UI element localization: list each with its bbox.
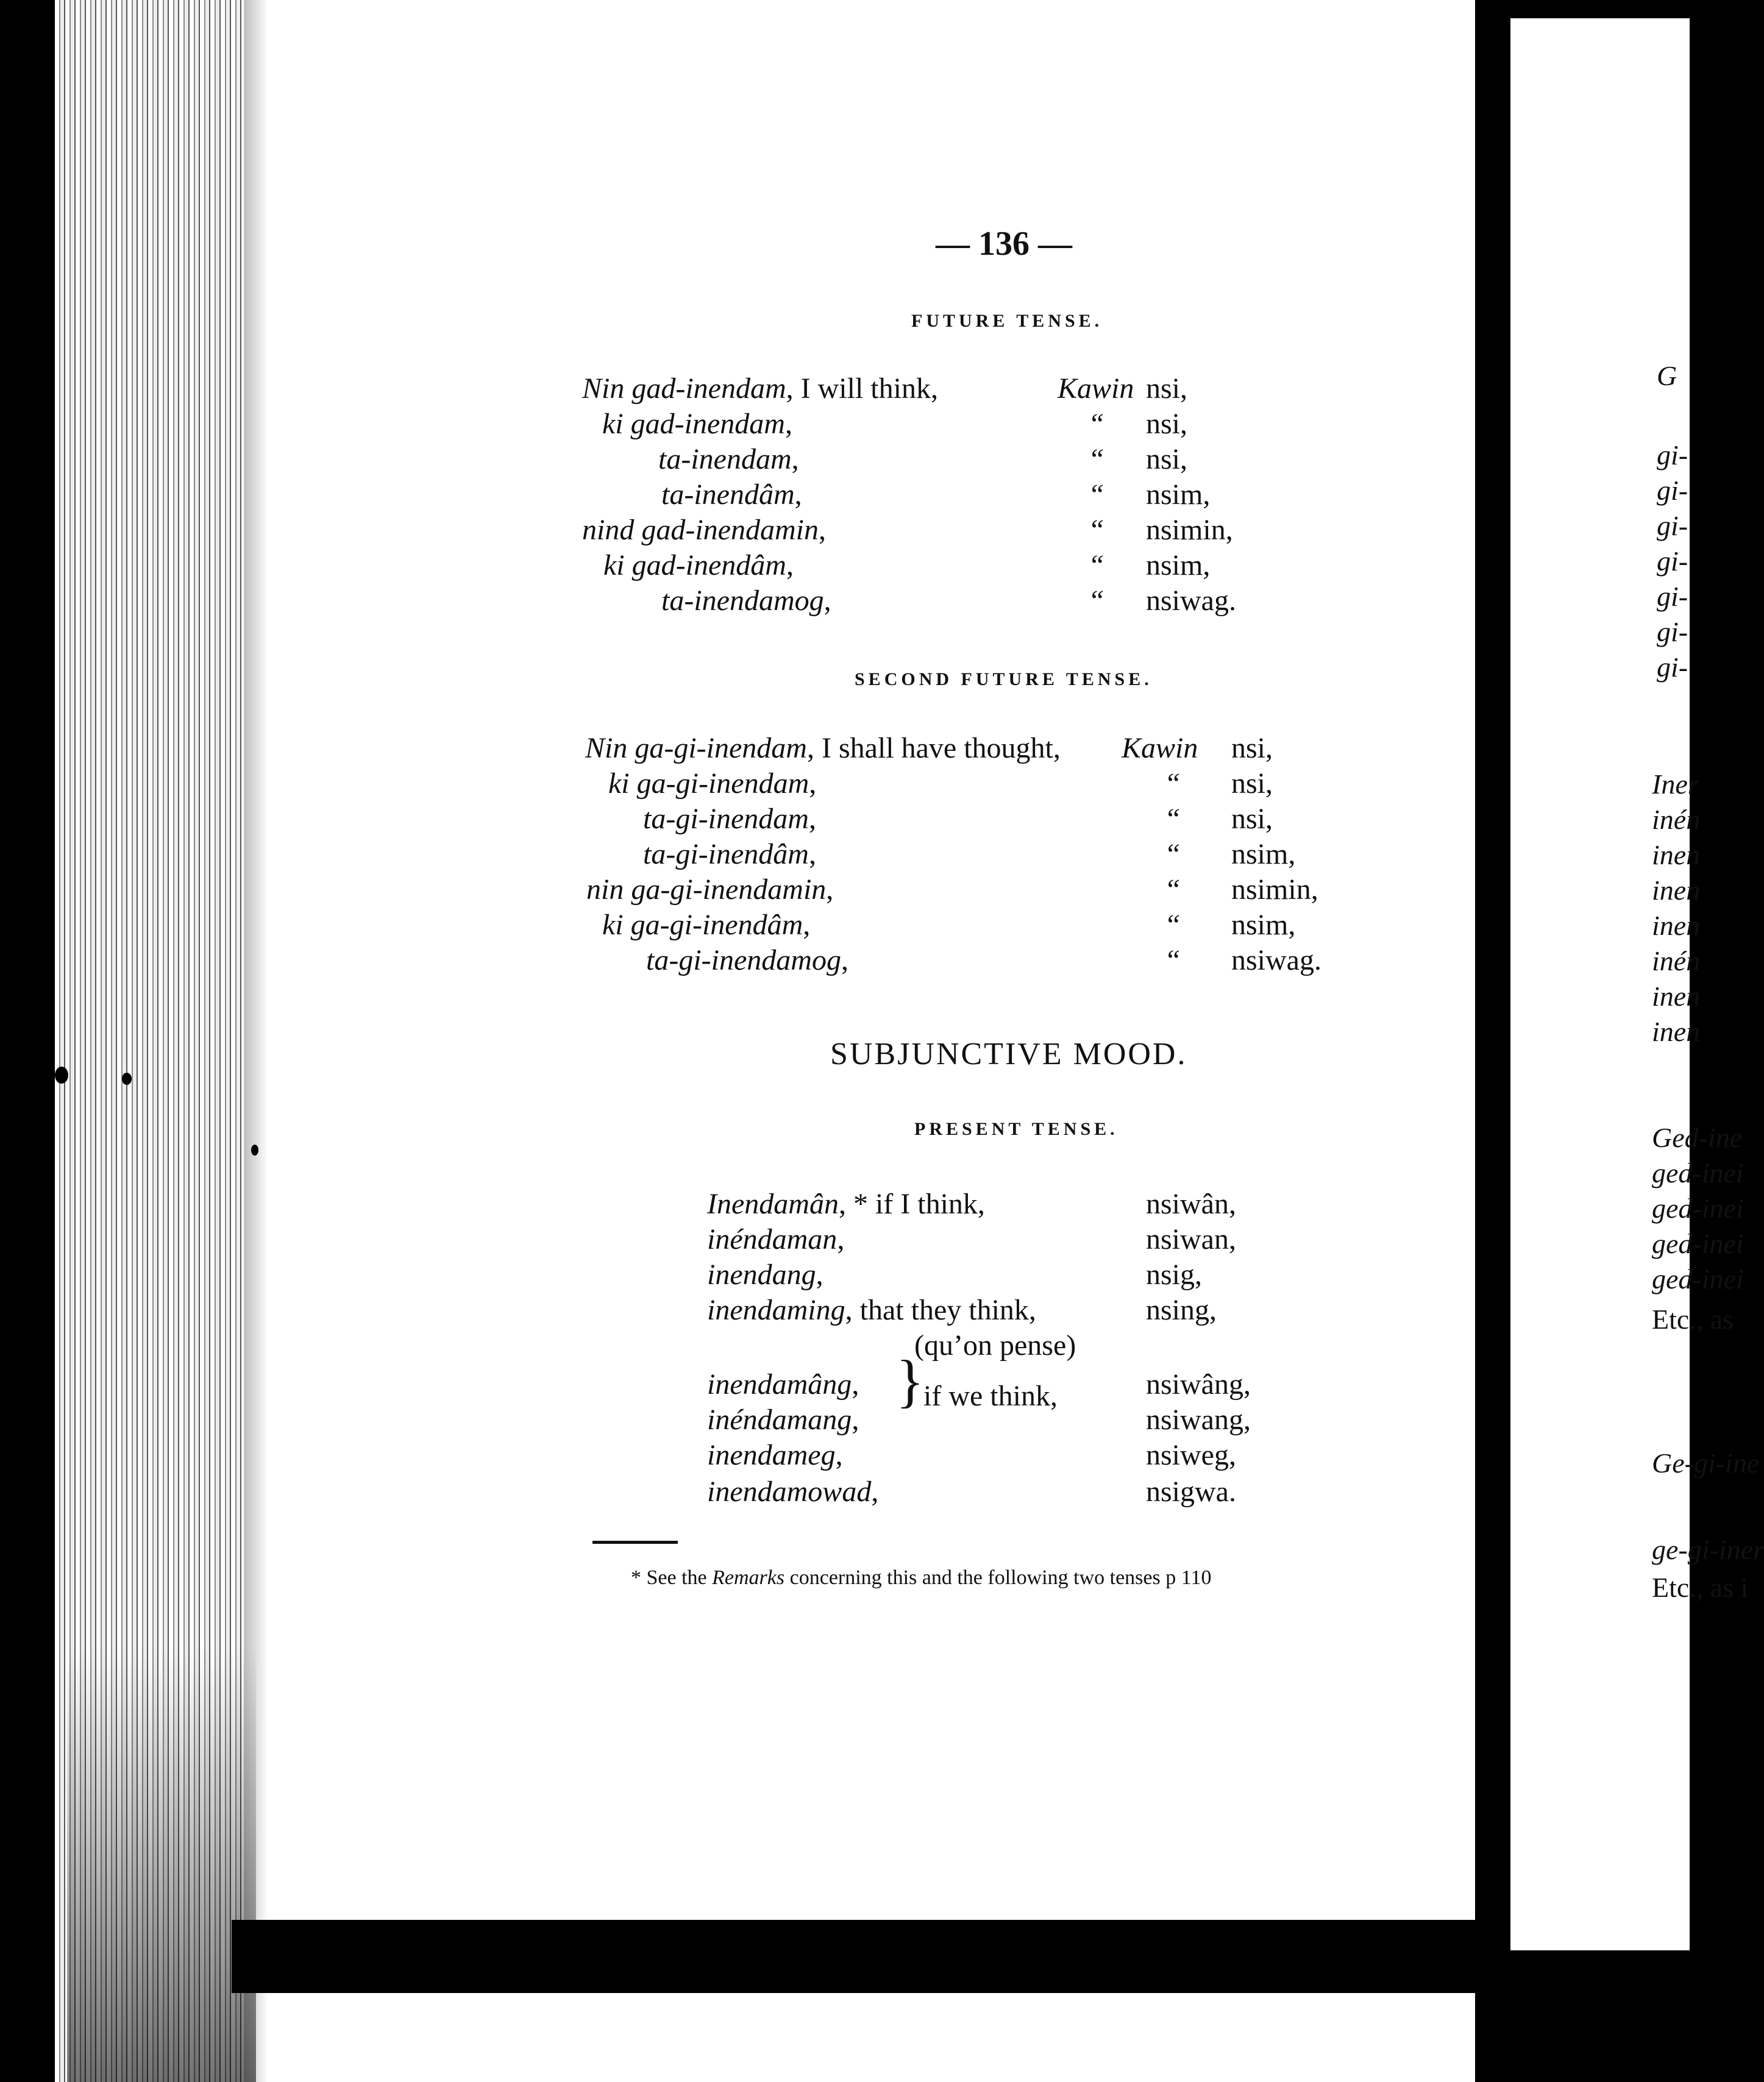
- second-future-row: [585, 731, 1061, 765]
- edge-shadow: [67, 1646, 256, 2082]
- facing-page-text: [1657, 510, 1688, 542]
- facing-page-word: inen: [1652, 875, 1701, 906]
- future-row: [661, 478, 802, 511]
- facing-page-word: Ge-gi-ine: [1652, 1448, 1760, 1479]
- future-gloss: ,: [784, 408, 792, 440]
- facing-page-text: [1652, 1192, 1744, 1224]
- future-negative: [1088, 442, 1104, 476]
- second-future-row: [608, 767, 816, 800]
- facing-page-text: [1652, 1263, 1744, 1295]
- facing-page-word: gi-: [1657, 439, 1688, 471]
- future-kawin: “: [1088, 443, 1104, 475]
- brace-gloss: if we think,: [923, 1380, 1058, 1412]
- second-future-kawin: “: [1164, 873, 1181, 906]
- facing-page-word: Etc., as: [1652, 1304, 1734, 1335]
- future-suffix: nsimin,: [1146, 514, 1233, 546]
- second-future-gloss: ,: [841, 944, 848, 976]
- second-future-negative: [1122, 731, 1198, 765]
- facing-page-text: [1652, 803, 1700, 836]
- facing-page-word: ged-inei: [1652, 1228, 1744, 1259]
- future-suffix: nsi,: [1146, 443, 1188, 475]
- facing-page-word: ged-inei: [1652, 1263, 1744, 1295]
- subjunctive-gloss: ,: [816, 1259, 823, 1291]
- second-future-suffix: nsi,: [1231, 767, 1273, 800]
- future-tense-heading: FUTURE TENSE.: [911, 311, 1103, 331]
- second-future-suffix: nsiwag.: [1231, 944, 1321, 976]
- facing-page-text: [1657, 580, 1688, 613]
- ink-spot: [55, 1067, 68, 1084]
- future-kawin: “: [1088, 584, 1104, 617]
- facing-page-word: inén: [1652, 804, 1701, 835]
- future-suffix: nsi,: [1146, 408, 1188, 440]
- subjunctive-suffix: nsing,: [1146, 1294, 1217, 1326]
- facing-page-text: [1652, 1015, 1700, 1048]
- subjunctive-form: inendamâng: [707, 1368, 852, 1401]
- facing-page-word: gi-: [1657, 545, 1688, 577]
- footnote: [631, 1566, 1211, 1590]
- page-bottom-edge: [232, 1920, 1475, 1993]
- facing-page-text: [1657, 651, 1688, 683]
- future-negative: [1088, 549, 1104, 582]
- future-suffix: nsiwag.: [1146, 584, 1236, 617]
- future-form: ki gad-inendam: [602, 408, 785, 440]
- future-form: ta-inendam: [658, 443, 792, 475]
- future-gloss: , I will think,: [786, 372, 938, 405]
- facing-page-text: [1652, 980, 1700, 1012]
- second-future-negative: [1164, 837, 1181, 871]
- second-future-kawin: “: [1164, 838, 1181, 870]
- subjunctive-suffix: nsiweg,: [1146, 1439, 1236, 1471]
- facing-page-word: gi-: [1657, 652, 1688, 683]
- facing-page-text: [1652, 945, 1700, 977]
- future-row: [661, 584, 831, 617]
- page-number: — 136 —: [936, 225, 1072, 263]
- footnote-italic: Remarks: [712, 1566, 785, 1589]
- second-future-form: nin ga-gi-inendamin: [586, 873, 827, 906]
- second-future-row: [643, 837, 816, 871]
- subjunctive-row: [707, 1475, 878, 1508]
- subjunctive-gloss: , that they think,: [845, 1294, 1036, 1326]
- facing-page-word: inen: [1652, 981, 1701, 1012]
- second-future-suffix: nsim,: [1231, 838, 1296, 870]
- future-row: [582, 372, 938, 405]
- second-future-row: [646, 943, 848, 977]
- facing-page-word: inén: [1652, 945, 1701, 976]
- facing-page-word: ged-inei: [1652, 1193, 1744, 1224]
- subjunctive-row: [707, 1258, 823, 1291]
- second-future-form: ta-gi-inendâm: [643, 838, 809, 870]
- subjunctive-note: (qu’on pense): [914, 1329, 1076, 1362]
- future-suffix: nsim,: [1146, 549, 1211, 581]
- second-future-form: Nin ga-gi-inendam: [585, 732, 807, 764]
- facing-page-text: [1652, 1157, 1744, 1189]
- future-row: [658, 442, 799, 476]
- future-suffix: nsim,: [1146, 478, 1211, 511]
- future-negative: [1088, 407, 1104, 441]
- future-form: Nin gad-inendam: [582, 372, 786, 405]
- subjunctive-row: [707, 1187, 985, 1221]
- second-future-kawin: “: [1164, 767, 1181, 800]
- footnote-rule: [592, 1541, 678, 1544]
- facing-page-text: [1652, 1447, 1759, 1479]
- future-gloss: ,: [818, 514, 826, 546]
- second-future-form: ki ga-gi-inendâm: [602, 909, 803, 941]
- subjunctive-suffix: nsiwang,: [1146, 1404, 1251, 1436]
- facing-page-word: gi-: [1657, 510, 1688, 541]
- second-future-tense-heading: SECOND FUTURE TENSE.: [855, 669, 1153, 689]
- second-future-kawin: “: [1164, 803, 1181, 835]
- facing-page-word: G: [1657, 360, 1677, 391]
- facing-page-text: [1652, 1303, 1734, 1335]
- present-tense-heading: PRESENT TENSE.: [914, 1119, 1119, 1139]
- future-negative: [1088, 584, 1104, 617]
- future-gloss: ,: [791, 443, 799, 475]
- future-row: [602, 407, 792, 441]
- second-future-negative: [1164, 873, 1181, 906]
- future-kawin: “: [1088, 549, 1104, 581]
- future-form: ta-inendâm: [661, 478, 795, 511]
- subjunctive-mood-title: SUBJUNCTIVE MOOD.: [830, 1037, 1187, 1071]
- ink-spot: [251, 1145, 258, 1156]
- facing-page-word: inen: [1652, 910, 1701, 941]
- facing-page-text: [1652, 1571, 1748, 1604]
- facing-page-word: inen: [1652, 839, 1701, 870]
- subjunctive-row: [707, 1223, 844, 1256]
- subjunctive-suffix: nsiwâng,: [1146, 1368, 1251, 1401]
- subjunctive-row: [707, 1368, 859, 1401]
- second-future-negative: [1164, 908, 1181, 942]
- subjunctive-row: [707, 1403, 859, 1437]
- facing-page-fragment: [1510, 18, 1764, 1950]
- second-future-negative: [1164, 943, 1181, 977]
- subjunctive-form: inéndaman: [707, 1223, 838, 1256]
- second-future-gloss: ,: [803, 909, 811, 941]
- facing-page-text: [1652, 1121, 1742, 1154]
- facing-page-word: gi-: [1657, 475, 1688, 506]
- second-future-row: [643, 802, 816, 836]
- facing-page-text: [1652, 839, 1700, 871]
- future-kawin: “: [1088, 478, 1104, 511]
- facing-page-word: gi-: [1657, 616, 1688, 647]
- facing-page-text: [1652, 909, 1700, 942]
- subjunctive-form: inendameg: [707, 1439, 836, 1471]
- second-future-gloss: ,: [808, 838, 816, 870]
- second-future-negative: [1164, 767, 1181, 800]
- future-form: nind gad-inendamin: [582, 514, 819, 546]
- second-future-kawin: Kawin: [1122, 732, 1198, 764]
- future-row: [603, 549, 794, 582]
- subjunctive-gloss: ,: [852, 1368, 859, 1401]
- facing-page-word: inen: [1652, 1016, 1701, 1047]
- facing-page-word: gi-: [1657, 581, 1688, 612]
- subjunctive-gloss: , * if I think,: [838, 1188, 985, 1220]
- second-future-gloss: ,: [809, 767, 817, 800]
- second-future-row: [586, 873, 833, 906]
- subjunctive-suffix: nsiwan,: [1146, 1223, 1236, 1256]
- facing-page-text: [1652, 874, 1700, 906]
- facing-page-text: [1657, 474, 1688, 506]
- second-future-gloss: , I shall have thought,: [806, 732, 1061, 764]
- subjunctive-form: Inendamân: [707, 1188, 839, 1220]
- subjunctive-form: inendamowad: [707, 1476, 872, 1508]
- second-future-kawin: “: [1164, 944, 1181, 976]
- facing-page-text: [1657, 545, 1688, 577]
- facing-page-text: [1657, 616, 1688, 648]
- second-future-row: [602, 908, 810, 942]
- subjunctive-gloss: ,: [837, 1223, 845, 1256]
- subjunctive-gloss: ,: [871, 1476, 879, 1508]
- footnote-pre: * See the: [631, 1566, 713, 1589]
- subjunctive-row: [707, 1438, 843, 1472]
- future-row: [582, 513, 826, 547]
- future-kawin: “: [1088, 514, 1104, 546]
- second-future-form: ta-gi-inendam: [643, 803, 809, 835]
- facing-page-text: [1657, 439, 1688, 471]
- second-future-form: ta-gi-inendamog: [646, 944, 841, 976]
- brace: }: [896, 1348, 925, 1413]
- second-future-negative: [1164, 802, 1181, 836]
- second-future-suffix: nsimin,: [1231, 873, 1318, 906]
- facing-page-word: Etc., as i: [1652, 1572, 1749, 1603]
- future-kawin: “: [1088, 408, 1104, 440]
- subjunctive-gloss: ,: [852, 1404, 859, 1436]
- facing-page-text: [1657, 360, 1677, 392]
- future-negative: [1088, 513, 1104, 547]
- second-future-gloss: ,: [808, 803, 816, 835]
- second-future-form: ki ga-gi-inendam: [608, 767, 809, 800]
- subjunctive-suffix: nsigwa.: [1146, 1476, 1236, 1508]
- subjunctive-suffix: nsiwân,: [1146, 1188, 1236, 1220]
- subjunctive-gloss: ,: [835, 1439, 843, 1471]
- footnote-post: concerning this and the following two tenses p 110: [784, 1566, 1212, 1589]
- future-negative: [1088, 478, 1104, 511]
- future-form: ki gad-inendâm: [603, 549, 786, 581]
- future-suffix: nsi,: [1146, 372, 1188, 405]
- subjunctive-form: inendaming: [707, 1294, 845, 1326]
- second-future-suffix: nsi,: [1231, 803, 1273, 835]
- facing-page-word: Iner: [1652, 769, 1699, 800]
- future-gloss: ,: [823, 584, 831, 617]
- facing-page-word: ged-inei: [1652, 1157, 1744, 1188]
- ink-spot: [122, 1073, 132, 1085]
- second-future-suffix: nsi,: [1231, 732, 1273, 764]
- future-negative: [1058, 372, 1134, 405]
- facing-page-word: ge-gi-iner: [1652, 1534, 1764, 1565]
- future-gloss: ,: [786, 549, 794, 581]
- second-future-kawin: “: [1164, 909, 1181, 941]
- facing-page-word: Ged-ine: [1652, 1122, 1743, 1153]
- future-form: ta-inendamog: [661, 584, 824, 617]
- facing-page-text: [1652, 1228, 1744, 1260]
- subjunctive-row: [707, 1293, 1036, 1327]
- future-kawin: Kawin: [1058, 372, 1134, 405]
- subjunctive-form: inéndamang: [707, 1404, 852, 1436]
- facing-page-text: [1652, 1533, 1764, 1566]
- second-future-gloss: ,: [826, 873, 834, 906]
- facing-page-text: [1652, 768, 1699, 800]
- future-gloss: ,: [794, 478, 802, 511]
- second-future-suffix: nsim,: [1231, 909, 1296, 941]
- subjunctive-form: inendang: [707, 1259, 816, 1291]
- subjunctive-suffix: nsig,: [1146, 1259, 1203, 1291]
